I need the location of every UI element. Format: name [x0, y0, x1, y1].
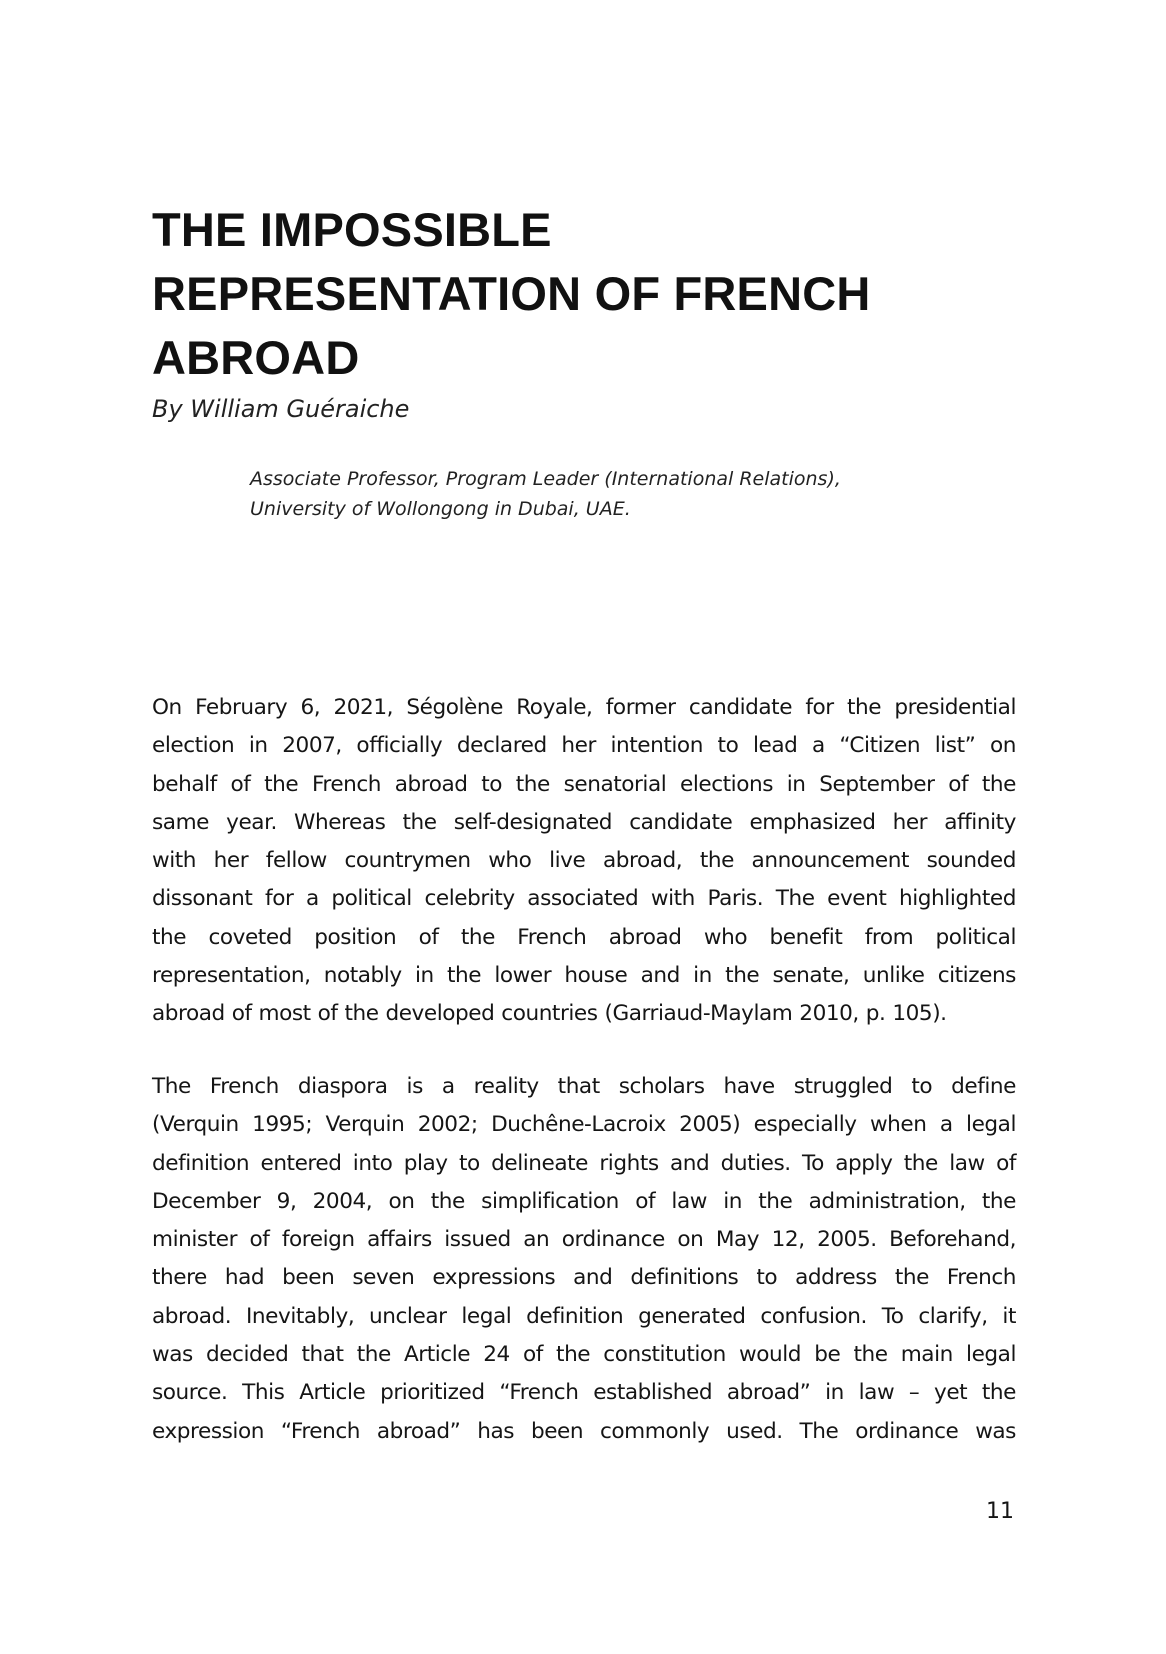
- text-line: representation, notably in the lower house and in the senate, unlike citizens: [152, 963, 1016, 989]
- body-paragraph: [152, 1068, 1016, 1451]
- text-line: minister of foreign affairs issued an ordinance on May 12, 2005. Beforehand,: [152, 1227, 1016, 1253]
- text-line: behalf of the French abroad to the senatorial elections in September of the: [152, 771, 1016, 797]
- author-affiliation: [250, 464, 841, 524]
- title-line: THE IMPOSSIBLE: [152, 203, 552, 256]
- text-line: The French diaspora is a reality that scholars have struggled to define: [152, 1074, 1016, 1099]
- title-line: ABROAD: [152, 331, 360, 384]
- text-line: was decided that the Article 24 of the constitution would be the main legal: [152, 1342, 1016, 1368]
- text-line: same year. Whereas the self-designated candidate emphasized her affinity: [152, 809, 1016, 835]
- page-number: 11: [986, 1499, 1014, 1524]
- title-line: REPRESENTATION OF FRENCH: [152, 267, 871, 320]
- text-line: (Verquin 1995; Verquin 2002; Duchêne-Lacroix 2005) especially when a legal: [152, 1112, 1016, 1138]
- text-line: dissonant for a political celebrity associated with Paris. The event highlighted: [152, 886, 1016, 912]
- article-title: [152, 198, 952, 390]
- text-line: the coveted position of the French abroad who benefit from political: [152, 924, 1016, 950]
- affiliation-line: University of Wollongong in Dubai, UAE.: [250, 498, 631, 520]
- text-line: there had been seven expressions and definitions to address the French: [152, 1265, 1016, 1291]
- text-line: source. This Article prioritized “French established abroad” in law – yet the: [152, 1380, 1016, 1406]
- affiliation-line: Associate Professor, Program Leader (International Relations),: [250, 468, 841, 490]
- text-line: On February 6, 2021, Ségolène Royale, former candidate for the presidential: [152, 695, 1016, 720]
- text-line: expression “French abroad” has been commonly used. The ordinance was: [152, 1418, 1016, 1444]
- text-line: definition entered into play to delineate rights and duties. To apply the law of: [152, 1150, 1016, 1176]
- body-paragraph: [152, 689, 1016, 1034]
- text-line: abroad. Inevitably, unclear legal definition generated confusion. To clarify, it: [152, 1303, 1016, 1329]
- text-line: with her fellow countrymen who live abroad, the announcement sounded: [152, 848, 1016, 874]
- author-byline: By William Guéraiche: [152, 395, 410, 423]
- text-line: abroad of most of the developed countries (Garriaud-Maylam 2010, p. 105).: [152, 1001, 947, 1027]
- text-line: election in 2007, officially declared her intention to lead a “Citizen list” on: [152, 733, 1016, 759]
- text-line: December 9, 2004, on the simplification of law in the administration, the: [152, 1188, 1016, 1214]
